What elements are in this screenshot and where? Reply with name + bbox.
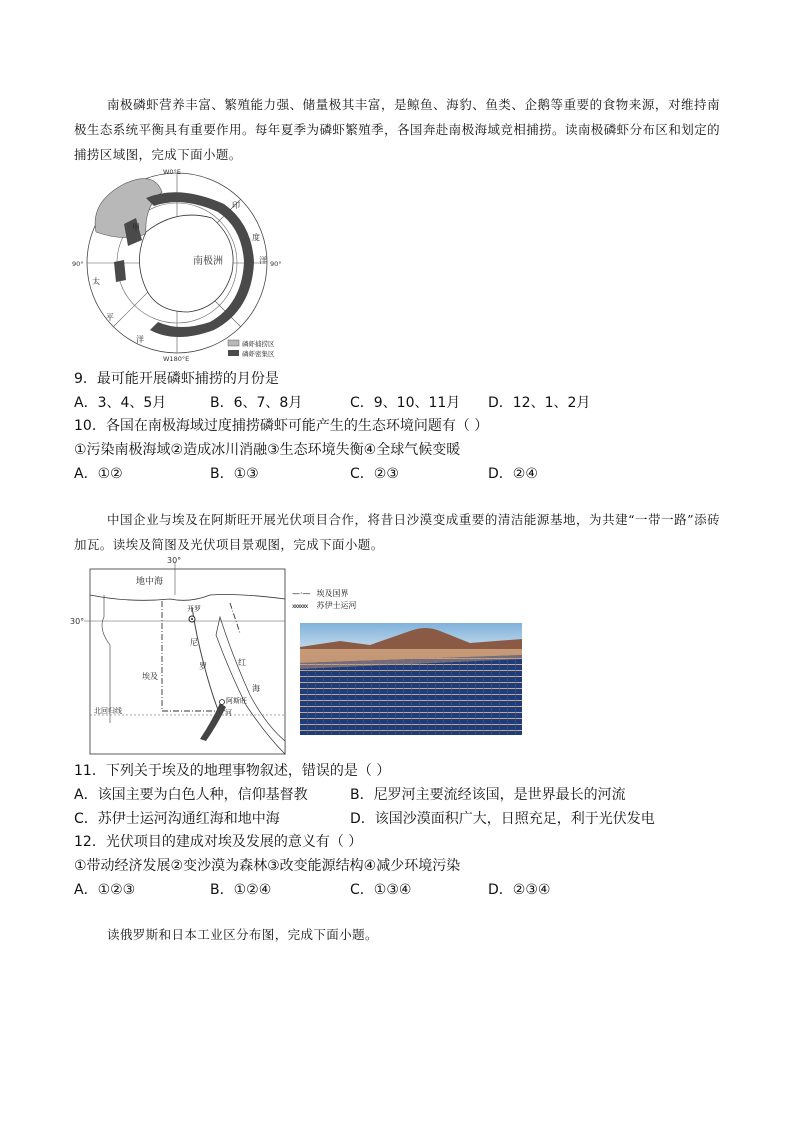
question-12-option-d[interactable]: D．②③④ (488, 882, 551, 898)
red-sea-label-2: 海 (252, 684, 260, 693)
passage-russia-japan: 读俄罗斯和日本工业区分布图，完成下面小题。 (107, 927, 378, 942)
meridian-bottom-label: W180°E (163, 355, 190, 363)
egypt-country-label: 埃及 (142, 672, 158, 681)
egypt-left-lat-label: 30° (70, 617, 85, 626)
meridian-right-label: 90° (270, 260, 282, 268)
legend-dense-label: 磷虾密集区 (242, 350, 275, 358)
pacific-ocean-label-2: 平 (106, 313, 114, 322)
antarctic-krill-map (72, 162, 294, 367)
legend-border-label: 埃及国界 (316, 589, 349, 598)
nile-label-1: 尼 (190, 638, 198, 647)
egypt-map-legend (292, 588, 357, 613)
mediterranean-label: 地中海 (136, 577, 164, 587)
question-10-stem: 10．各国在南极海域过度捕捞磷虾可能产生的生态环境问题有（ ） (74, 418, 489, 434)
question-9-option-c[interactable]: C．9、10、11月 (350, 395, 461, 411)
region-jia-label: 甲 (132, 223, 140, 232)
question-9-option-b[interactable]: B．6、7、8月 (210, 395, 303, 411)
legend-canal-row (292, 600, 357, 613)
question-11-option-d[interactable]: D．该国沙漠面积广大，日照充足，利于光伏发电 (350, 811, 655, 827)
meridian-top-label: W0°E (163, 168, 181, 176)
question-10-options (74, 464, 714, 484)
question-11-options-row2 (74, 809, 714, 829)
question-11-options-row1 (74, 785, 714, 805)
passage-antarctic-krill: 南极磷虾营养丰富、繁殖能力强、储量极其丰富，是鲸鱼、海豹、鱼类、企鹅等重要的食物来源，对维持南极生态系统平衡具有重要作用。每年夏季为磷虾繁殖季，各国奔赴南极海域竞相捕捞。读南极磷虾分布区和划定的捕捞区域图，完成下面小题。 (74, 97, 720, 162)
cairo-label: 开罗 (187, 605, 201, 613)
solar-farm-photo (300, 623, 522, 735)
question-11-option-c[interactable]: C．苏伊士运河沟通红海和地中海 (74, 811, 280, 827)
question-12-option-a[interactable]: A．①②③ (74, 882, 136, 898)
meridian-left-label: 90° (72, 260, 84, 268)
question-9-options (74, 393, 714, 413)
question-10-option-b[interactable]: B．①③ (210, 466, 259, 482)
legend-canal-symbol: xxxxxx (292, 603, 308, 610)
pacific-ocean-label-1: 太 (92, 277, 100, 286)
indian-ocean-label-2: 度 (252, 233, 260, 242)
legend-border-row (292, 588, 357, 600)
egypt-map (70, 555, 290, 757)
tropic-label: 北回归线 (94, 707, 122, 715)
question-9-stem: 9．最可能开展磷虾捕捞的月份是 (74, 371, 279, 387)
question-10-option-d[interactable]: D．②④ (488, 466, 538, 482)
question-9-option-a[interactable]: A．3、4、5月 (74, 395, 167, 411)
pacific-ocean-label-3: 洋 (136, 335, 144, 344)
legend-canal-label: 苏伊士运河 (316, 601, 357, 610)
question-11-option-b[interactable]: B．尼罗河主要流经该国，是世界最长的河流 (350, 787, 626, 803)
legend-border-symbol: —·— (292, 589, 311, 598)
indian-ocean-label-3: 洋 (259, 256, 267, 265)
question-12-options (74, 880, 714, 900)
question-10-option-c[interactable]: C．②③ (350, 466, 399, 482)
question-9-option-d[interactable]: D．12、1、2月 (488, 395, 591, 411)
question-12-items: ①带动经济发展②变沙漠为森林③改变能源结构④减少环境污染 (74, 858, 461, 874)
red-sea-label-1: 红 (238, 658, 246, 667)
question-10-items: ①污染南极海域②造成冰川消融③生态环境失衡④全球气候变暖 (74, 442, 461, 458)
question-11-option-a[interactable]: A．该国主要为白色人种，信仰基督教 (74, 787, 308, 803)
question-12-stem: 12．光伏项目的建成对埃及发展的意义有（ ） (74, 834, 363, 850)
question-11-stem: 11．下列关于埃及的地理事物叙述，错误的是（ ） (74, 763, 391, 779)
nile-label-3: 河 (225, 709, 232, 717)
legend-dense-swatch (228, 350, 239, 356)
question-12-option-c[interactable]: C．①③④ (350, 882, 412, 898)
question-12-option-b[interactable]: B．①②④ (210, 882, 272, 898)
legend-fishing-label: 磷虾捕捞区 (242, 340, 275, 348)
legend-fishing-swatch (228, 340, 239, 346)
question-10-option-a[interactable]: A．①② (74, 466, 123, 482)
antarctica-label: 南极洲 (193, 256, 223, 267)
indian-ocean-label-1: 印 (232, 201, 240, 210)
egypt-top-lon-label: 30° (167, 556, 182, 565)
passage-egypt-solar: 中国企业与埃及在阿斯旺开展光伏项目合作，将昔日沙漠变成重要的清洁能源基地，为共建“一带一路”添砖加瓦。读埃及简图及光伏项目景观图，完成下面小题。 (74, 512, 720, 552)
aswan-label: 阿斯旺 (226, 697, 247, 705)
nile-label-2: 罗 (199, 662, 207, 671)
